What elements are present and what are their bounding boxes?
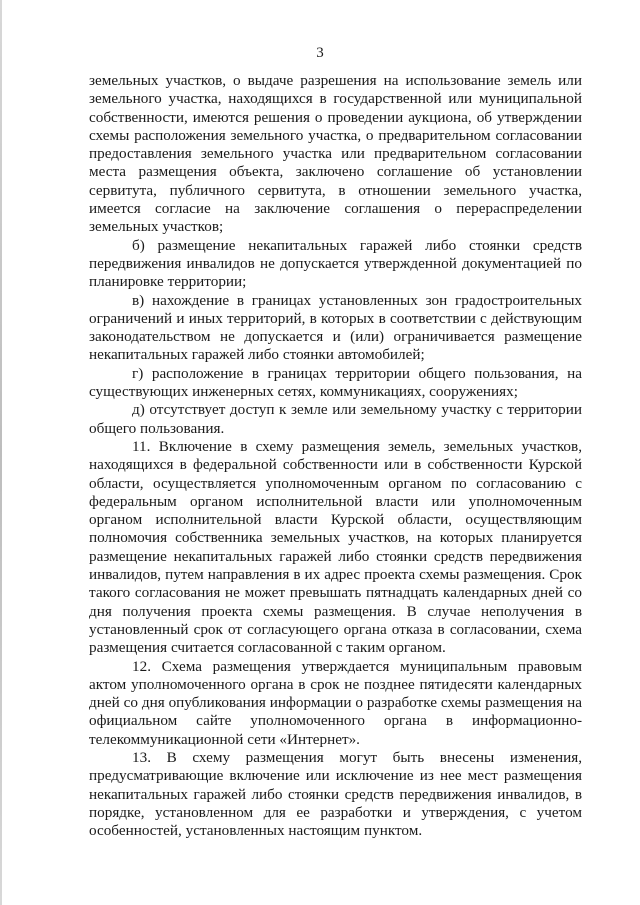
paragraph-item-b: б) размещение некапитальных гаражей либо стоянки средств передвижения инвалидов не допускается утвержденной документацией по планировке территории; [89,236,582,291]
paragraph-clause-13: 13. В схему размещения могут быть внесены изменения, предусматривающие включение или исключение из нее мест размещения некапитальных гаражей либо стоянки средств передвижения инвалидов, в порядке, установленном для ее разработки и утверждения, с учетом особенностей, установленных настоящим пунктом. [89,748,582,840]
paragraph-clause-11: 11. Включение в схему размещения земель, земельных участков, находящихся в федеральной собственности или в собственности Курской области, осуществляется уполномоченным органом по согласованию с федеральным органом исполнительной власти или уполномоченным органом исполнительной власти Курской области, осуществляющим полномочия собственника земельных участков, на которых планируется размещение некапитальных гаражей либо стоянки средств передвижения инвалидов, путем направления в их адрес проекта схемы размещения. Срок такого согласования не может превышать пятнадцать календарных дней со дня получения проекта схемы размещения. В случае неполучения в установленный срок от согласующего органа отказа в согласовании, схема размещения считается согласованной с таким органом. [89,437,582,657]
paragraph-continuation: земельных участков, о выдаче разрешения на использование земель или земельного участка, находящихся в государственной или муниципальной собственности, имеются решения о проведении аукциона, об утверждении схемы расположения земельного участка, о предварительном согласовании предоставления земельного участка или предварительном согласовании места размещения объекта, заключено соглашение об установлении сервитута, публичного сервитута, в отношении земельного участка, имеется согласие на заключение соглашения о перераспределении земельных участков; [89,72,582,236]
paragraph-item-d: д) отсутствует доступ к земле или земельному участку с территории общего пользования. [89,401,582,437]
page-number: 3 [316,45,324,61]
paragraph-item-g: г) расположение в границах территории общего пользования, на существующих инженерных сетях, коммуникациях, сооружениях; [89,364,582,401]
paragraph-item-v: в) нахождение в границах установленных зон градостроительных ограничений и иных территорий, в которых в соответствии с действующим законодательством не допускается и (или) ограничивается размещение некапитальных гаражей либо стоянки автомобилей; [89,291,582,364]
paragraph-clause-12: 12. Схема размещения утверждается муниципальным правовым актом уполномоченного органа в срок не позднее пятидесяти календарных дней со дня опубликования информации о разработке схемы размещения на официальном сайте уполномоченного органа в информационно-телекоммуникационной сети «Интернет». [89,657,582,748]
scan-left-edge [0,0,2,905]
document-body [89,72,582,840]
